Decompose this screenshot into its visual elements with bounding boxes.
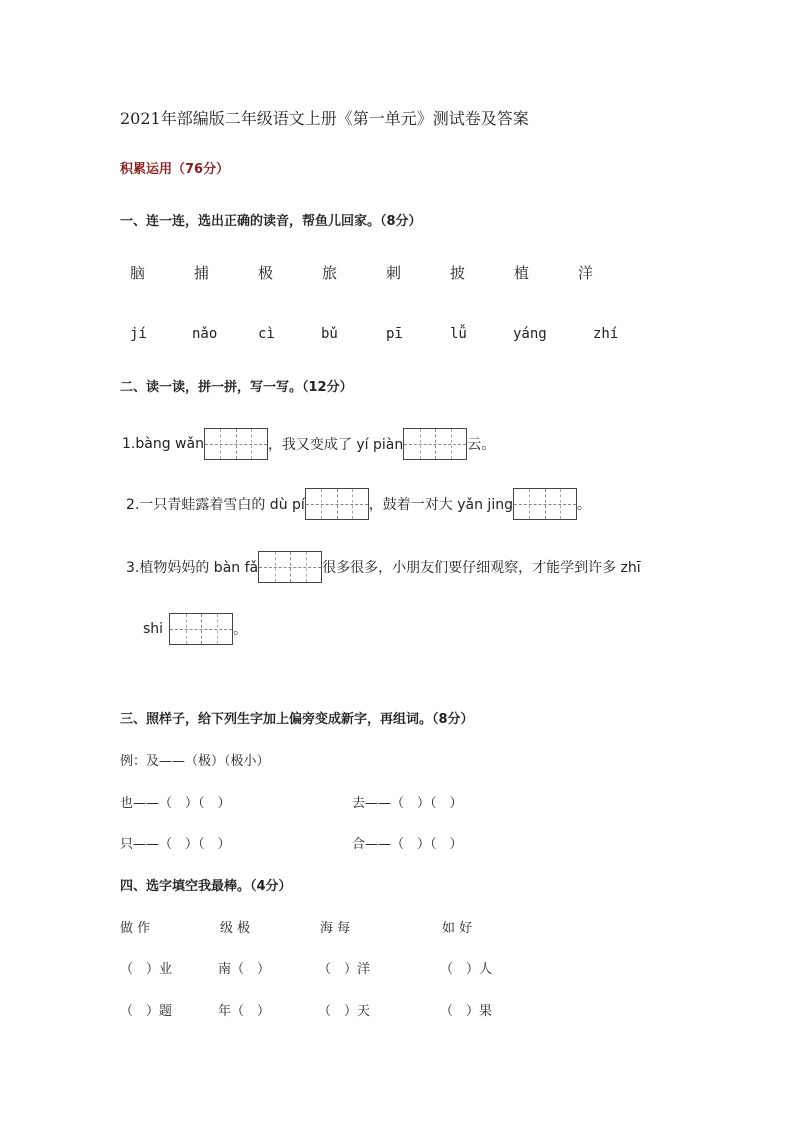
q2-text: 很多很多，小朋友们要仔细观察，才能学到许多 zhī xyxy=(322,560,641,576)
q1-char: 脑 xyxy=(130,264,146,282)
q2-text: ，我又变成了 yí piàn xyxy=(267,437,404,453)
q4-blank[interactable]: （ ）人 xyxy=(440,962,493,977)
q2-text: 2.一只青蛙露着雪白的 dù pí xyxy=(126,497,305,513)
q4-pair: 海 每 xyxy=(320,921,351,936)
q4-pair: 做 作 xyxy=(120,921,151,936)
q3-item[interactable]: 只——（ ）（ ） xyxy=(120,837,231,852)
q3-example: 例：及——（极）（极小） xyxy=(120,754,270,769)
q4-blank[interactable]: 年（ ） xyxy=(218,1004,271,1019)
q2-text: shi xyxy=(143,621,164,637)
write-box[interactable] xyxy=(305,488,369,520)
q1-char: 披 xyxy=(450,264,466,282)
q1-char: 植 xyxy=(514,264,530,282)
q2-text: 3.植物妈妈的 bàn fǎ xyxy=(126,560,259,576)
q1-pinyin: bǔ xyxy=(321,326,338,342)
q4-blank[interactable]: 南（ ） xyxy=(218,962,271,977)
q1-char: 洋 xyxy=(578,264,594,282)
q1-char: 旅 xyxy=(322,264,338,282)
q2-line-3 xyxy=(126,551,641,583)
q1-pinyin: zhí xyxy=(593,326,619,342)
q3-heading: 三、照样子，给下列生字加上偏旁变成新字，再组词。（8分） xyxy=(120,712,474,727)
q1-pinyin: jí xyxy=(130,326,147,342)
q4-heading: 四、选字填空我最棒。（4分） xyxy=(120,879,292,894)
q2-line-4 xyxy=(143,613,247,645)
q1-pinyin: yáng xyxy=(513,326,547,342)
q2-text: 1.bàng wǎn xyxy=(122,436,204,452)
q4-blank[interactable]: （ ）洋 xyxy=(318,962,371,977)
q3-item[interactable]: 去——（ ）（ ） xyxy=(352,796,463,811)
q2-text: 云。 xyxy=(467,437,496,453)
write-box[interactable] xyxy=(258,551,322,583)
q4-blank[interactable]: （ ）果 xyxy=(440,1004,493,1019)
q1-pinyin: cì xyxy=(258,326,275,342)
q2-line-2 xyxy=(126,488,591,520)
page-title: 2021年部编版二年级语文上册《第一单元》测试卷及答案 xyxy=(120,109,529,128)
q4-blank[interactable]: （ ）天 xyxy=(318,1004,371,1019)
q2-text: 。 xyxy=(576,497,591,513)
q2-heading: 二、读一读，拼一拼，写一写。（12分） xyxy=(120,380,353,395)
q1-pinyin: pī xyxy=(386,326,403,342)
write-box[interactable] xyxy=(403,428,467,460)
write-box[interactable] xyxy=(513,488,577,520)
q3-item[interactable]: 合——（ ）（ ） xyxy=(352,837,463,852)
q1-pinyin: lǚ xyxy=(450,326,467,342)
section-heading: 积累运用（76分） xyxy=(120,162,230,177)
q2-line-1 xyxy=(122,428,495,460)
q4-blank[interactable]: （ ）题 xyxy=(120,1004,173,1019)
q1-pinyin: nǎo xyxy=(192,326,218,342)
q1-char: 极 xyxy=(258,264,274,282)
q1-heading: 一、连一连，选出正确的读音，帮鱼儿回家。（8分） xyxy=(120,214,422,229)
write-box[interactable] xyxy=(204,428,268,460)
q2-text: ，鼓着一对大 yǎn jing xyxy=(368,497,513,513)
q1-char: 捕 xyxy=(194,264,210,282)
q4-pair: 级 极 xyxy=(220,921,251,936)
q3-item[interactable]: 也——（ ）（ ） xyxy=(120,796,231,811)
q2-text: 。 xyxy=(233,622,248,638)
q1-char: 刺 xyxy=(386,264,402,282)
q4-blank[interactable]: （ ）业 xyxy=(120,962,173,977)
q4-pair: 如 好 xyxy=(442,921,473,936)
write-box[interactable] xyxy=(169,613,233,645)
